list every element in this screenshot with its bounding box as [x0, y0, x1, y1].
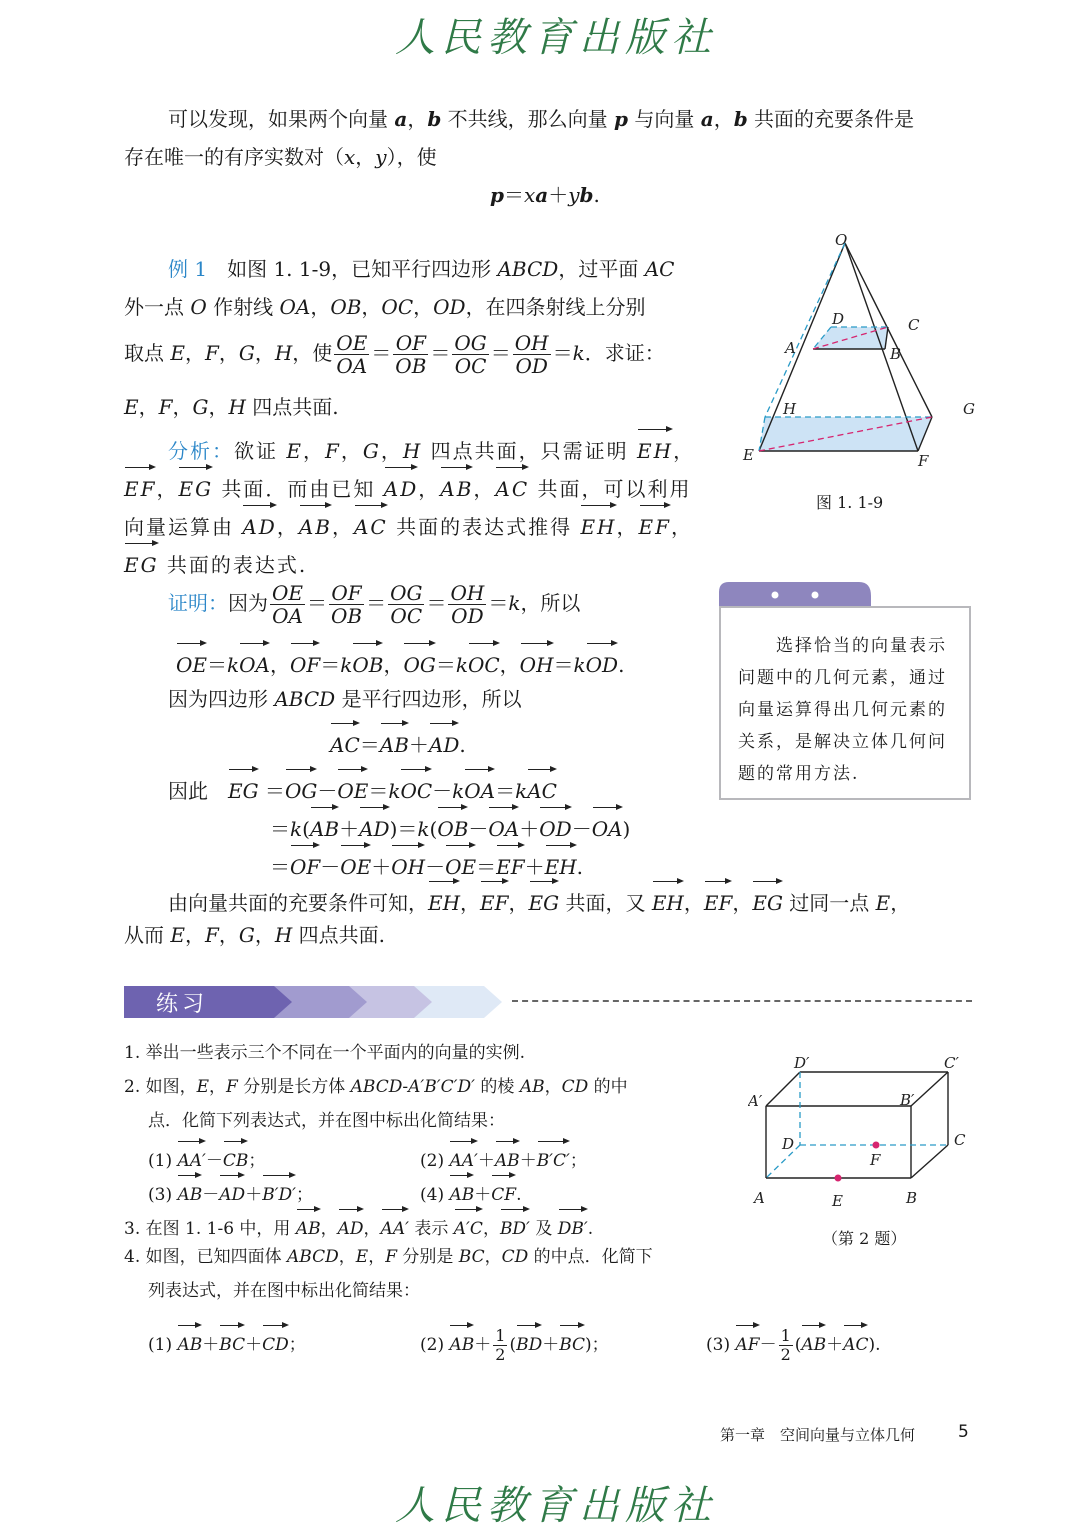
- label-cuboid-c: C: [954, 1131, 966, 1149]
- publisher-watermark-bottom: 人民教育出版社: [395, 1483, 717, 1529]
- proof-line-1: 证明：因为 $\frac{OE}{OA}$ ＝ $\frac{OF}{OB}$ ＝ $\frac{OG}{OC}$ ＝ $\frac{OH}{OD}$ ＝k，所以: [168, 581, 581, 628]
- fraction-oe-oa: $\frac{OE}{OA}$: [336, 331, 368, 378]
- proof-eq-1: OE＝kOA，OF＝kOB，OG＝kOC，OH＝kOD.: [176, 640, 624, 684]
- practice-q2-item-3: (3) AB－AD＋B′D′；: [148, 1172, 313, 1212]
- analysis-tag: 分析：: [168, 439, 234, 463]
- label-cuboid-b-prime: B′: [900, 1091, 915, 1109]
- practice-q2-item-4: (4) AB＋CF.: [420, 1172, 521, 1212]
- figure-caption: 图 1. 1-9: [816, 493, 884, 512]
- note-line-2: 问题中的几何元素，通过: [738, 668, 947, 688]
- proof-eq-3: 因此 EG ＝OG－OE＝kOC－kOA＝kAC: [168, 766, 557, 810]
- practice-q4-item-2: (2) AB＋ $\frac{1}{2}$ (BD＋BC)；: [420, 1322, 609, 1364]
- note-line-5: 题的常用方法.: [738, 764, 860, 784]
- label-o: O: [835, 231, 848, 249]
- intro-formula: p＝xa＋yb.: [490, 183, 600, 207]
- practice-dashed-rule: [512, 1000, 972, 1002]
- figure-pyramid: [735, 228, 985, 488]
- example-line-1: 例 1 如图 1. 1-9，已知平行四边形 ABCD，过平面 AC: [168, 257, 675, 281]
- label-cuboid-a: A: [754, 1189, 765, 1207]
- footer-chapter: 第一章 空间向量与立体几何: [720, 1426, 916, 1444]
- label-g: G: [963, 400, 975, 418]
- label-cuboid-d: D: [782, 1135, 795, 1153]
- practice-q1: 1. 举出一些表示三个不同在一个平面内的向量的实例.: [124, 1043, 526, 1063]
- label-cuboid-d-prime: D′: [794, 1054, 810, 1072]
- practice-q2-item-1: (1) AA′－CB；: [148, 1138, 265, 1178]
- label-d: D: [832, 310, 845, 328]
- practice-q4-line-1: 4. 如图，已知四面体 ABCD，E，F 分别是 BC，CD 的中点．化简下: [124, 1247, 653, 1267]
- proof-eq-2: AC＝AB＋AD.: [330, 720, 466, 764]
- proof-conclusion-1: 由向量共面的充要条件可知，EH，EF，EG 共面，又 EH，EF，EG 过同一点 E，: [168, 878, 910, 922]
- label-cuboid-b: B: [906, 1189, 918, 1207]
- fraction-of-ob: $\frac{OF}{OB}$: [395, 331, 427, 378]
- publisher-watermark-top: 人民教育出版社: [395, 15, 717, 61]
- label-cuboid-e: E: [832, 1192, 843, 1210]
- note-line-4: 关系，是解决立体几何问: [738, 732, 947, 752]
- label-h: H: [783, 400, 797, 418]
- note-line-3: 向量运算得出几何元素的: [738, 700, 947, 720]
- page-number: 5: [958, 1422, 969, 1442]
- analysis-line-4: EG 共面的表达式.: [124, 540, 307, 584]
- label-c: C: [908, 316, 920, 334]
- practice-title: 练习: [156, 992, 209, 1017]
- note-tab: [719, 582, 874, 608]
- label-a: A: [785, 339, 796, 357]
- analysis-line-2: EF，EG 共面．而由已知 AD，AB，AC 共面，可以利用: [124, 464, 692, 508]
- practice-q2-line-1: 2. 如图，E，F 分别是长方体 ABCD-A′B′C′D′ 的棱 AB，CD 的中: [124, 1077, 628, 1097]
- label-cuboid-a-prime: A′: [748, 1092, 763, 1110]
- label-cuboid-f: F: [870, 1151, 881, 1169]
- fraction-oh-od: $\frac{OH}{OD}$: [514, 331, 549, 378]
- example-line-3: 取点 E，F，G，H，使 $\frac{OE}{OA}$ ＝ $\frac{OF}{OB}$ ＝ $\frac{OG}{OC}$ ＝ $\frac{OH}{OD}$ ＝k．求证：: [124, 331, 665, 378]
- figure-2-caption: （第 2 题）: [822, 1229, 907, 1248]
- practice-q2-item-2: (2) AA′＋AB＋B′C′；: [420, 1138, 587, 1178]
- label-b: B: [890, 345, 902, 363]
- practice-q3: 3. 在图 1. 1-6 中，用 AB，AD，AA′ 表示 A′C，BD′ 及 DB′.: [124, 1206, 593, 1246]
- proof-eq-4: ＝k(AB＋AD)＝k(OB－OA＋OD－OA): [270, 804, 630, 848]
- label-e: E: [743, 446, 754, 464]
- intro-line-2: 存在唯一的有序实数对（x，y），使: [124, 145, 437, 169]
- practice-q4-item-1: (1) AB＋BC＋CD；: [148, 1322, 306, 1362]
- proof-eq-5: ＝OF－OE＋OH－OE＝EF＋EH.: [270, 842, 583, 886]
- label-f: F: [918, 452, 929, 470]
- example-tag: 例 1: [168, 257, 208, 281]
- analysis-line-1: 分析：欲证 E，F，G，H 四点共面，只需证明 EH，: [168, 426, 695, 470]
- practice-q4-item-3: (3) AF－ $\frac{1}{2}$ (AB＋AC).: [706, 1322, 881, 1364]
- proof-tag: 证明：: [168, 591, 228, 615]
- practice-q4-line-2: 列表达式，并在图中标出化简结果：: [148, 1281, 420, 1301]
- analysis-line-3: 向量运算由 AD，AB，AC 共面的表达式推得 EH，EF，: [124, 502, 693, 546]
- label-cuboid-c-prime: C′: [944, 1054, 959, 1072]
- example-line-4: E，F，G，H 四点共面.: [124, 395, 339, 419]
- proof-line-para: 因为四边形 ABCD 是平行四边形，所以: [168, 687, 522, 711]
- example-line-2: 外一点 O 作射线 OA，OB，OC，OD，在四条射线上分别: [124, 295, 646, 319]
- fraction-og-oc: $\frac{OG}{OC}$: [454, 331, 487, 378]
- intro-line-1: 可以发现，如果两个向量 a，b 不共线，那么向量 p 与向量 a，b 共面的充要条件是: [168, 107, 915, 131]
- practice-q2-line-2: 点．化简下列表达式，并在图中标出化简结果：: [148, 1111, 505, 1131]
- figure-cuboid: [748, 1048, 980, 1218]
- note-line-1: 选择恰当的向量表示: [776, 636, 947, 656]
- proof-conclusion-2: 从而 E，F，G，H 四点共面.: [124, 923, 386, 947]
